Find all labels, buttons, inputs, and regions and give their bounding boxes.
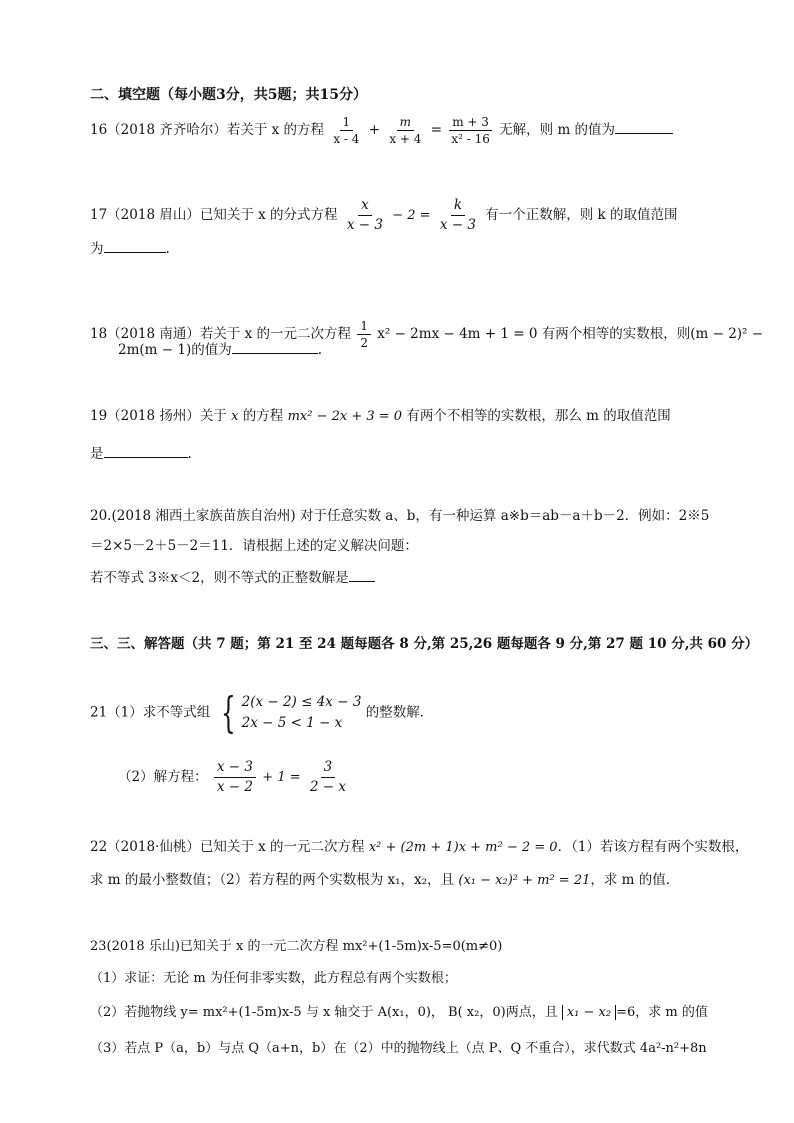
q19-line2: 是 (90, 446, 104, 462)
q19-suffix: 有两个不相等的实数根，那么 m 的取值范围 (406, 408, 671, 424)
q23-line3-b: =6，求 m 的值 (616, 1005, 708, 1020)
q17-suffix: 有一个正数解，则 k 的取值范围 (485, 207, 678, 223)
q19-answer-blank[interactable] (104, 445, 188, 458)
q21-p1-suffix: 的整数解． (365, 704, 434, 721)
q21-plus-one: + 1 = (262, 770, 301, 785)
question-19-line-2 (90, 445, 192, 463)
section-2-header: 二、填空题（每小题3分，共5题；共15分） (90, 87, 367, 103)
q21-fraction-1: $\frac{x - 3}{x - 2}$ (214, 758, 256, 797)
q22-line2-b: ，求 m 的值． (590, 872, 680, 888)
q16-plus: + (368, 122, 381, 138)
q16-suffix: 无解，则 m 的值为 (499, 122, 616, 138)
question-23-line-2: （1）求证：无论 m 为任何非零实数，此方程总有两个实数根； (90, 971, 457, 986)
q20-answer-blank[interactable] (349, 569, 375, 582)
q21-brace: { (220, 688, 236, 737)
q21-inequality-2: 2x − 5 < 1 − x (241, 715, 343, 731)
q16-fraction-1: $\frac{1}{x - 4}$ (333, 115, 360, 146)
question-21-part-2 (118, 758, 351, 797)
question-21-part-1 (90, 688, 434, 737)
question-16 (90, 114, 673, 147)
question-22-line-1 (90, 838, 748, 857)
question-22-line-2 (90, 871, 679, 890)
q17-fraction-2: $\frac{k}{x - 3}$ (439, 197, 476, 233)
q16-prefix: 16（2018 齐齐哈尔）若关于 x 的方程 (90, 122, 325, 138)
q16-fraction-3: $\frac{m + 3}{\text{x² - 16}}$ (448, 114, 493, 147)
q23-line3-a: （2）若抛物线 y= mx²+(1-5m)x-5 与 x 轴交于 A(x₁，0)， B( x₂，0)两点，且 (90, 1005, 558, 1020)
q22-prefix: 22（2018·仙桃）已知关于 x 的一元二次方程 (90, 839, 365, 855)
q18-fraction: $\frac{1}{2}$ (357, 318, 371, 351)
question-20-line-1: 20.(2018 湘西土家族苗族自治州) 对于任意实数 a、b，有一种运算 a※b＝ab－a＋b－2．例如：2※5 (90, 508, 710, 524)
q20-line3: 若不等式 3※x＜2，则不等式的正整数解是 (90, 570, 349, 586)
q17-answer-blank[interactable] (104, 240, 166, 253)
q18-answer-blank[interactable] (232, 341, 318, 354)
q19-prefix: 19（2018 扬州）关于 (90, 408, 227, 424)
question-23-line-3 (90, 1004, 708, 1022)
q21-inequality-1: 2(x − 2) ≤ 4x − 3 (241, 694, 362, 710)
q22-condition: (x₁ − x₂)² + m² = 21 (458, 873, 591, 888)
q18-prefix: 18（2018 南通）若关于 x 的一元二次方程 (90, 326, 352, 342)
q16-answer-blank[interactable] (615, 121, 673, 134)
question-20-line-2: ＝2×5－2＋5－2＝11．请根据上述的定义解决问题： (90, 538, 418, 554)
q19-equation: mx² − 2x + 3 = 0 (287, 409, 403, 424)
q18-line2: 2m(m − 1)的值为 (118, 342, 232, 358)
q22-suffix: ．（1）若该方程有两个实数根， (557, 839, 749, 855)
q21-fraction-2: $\frac{3}{2 - x}$ (309, 759, 347, 795)
q17-middle: − 2 = (392, 208, 431, 223)
q21-p1-prefix: 21（1）求不等式组 (90, 704, 211, 721)
q21-inequality-system (242, 692, 362, 734)
question-18-line-2 (118, 341, 322, 359)
q18-period: . (317, 342, 323, 358)
q22-equation: x² + (2m + 1)x + m² − 2 = 0 (368, 840, 558, 855)
question-17 (90, 196, 678, 235)
q19-period: . (187, 446, 192, 462)
q16-fraction-2: $\frac{m}{x + 4}$ (389, 115, 422, 146)
question-17-line-2 (90, 240, 170, 258)
q19-mid: 的方程 (242, 408, 284, 424)
q17-fraction-1: $\frac{x}{x - 3}$ (346, 197, 383, 233)
question-23-line-1: 23(2018 乐山)已知关于 x 的一元二次方程 mx²+(1-5m)x-5=0(m≠0) (90, 939, 503, 954)
q21-p2-prefix: （2）解方程： (118, 769, 208, 785)
question-20-line-3 (90, 569, 375, 587)
question-23-line-4: （3）若点 P（a，b）与点 Q（a+n，b）在（2）中的抛物线上（点 P、Q 不重合），求代数式 4a²-n²+8n (90, 1041, 707, 1056)
q17-line2: 为 (90, 241, 104, 257)
q22-line2-a: 求 m 的最小整数值；（2）若方程的两个实数根为 x₁，x₂，且 (90, 872, 455, 888)
q17-prefix: 17（2018 眉山）已知关于 x 的分式方程 (90, 207, 338, 223)
q23-absolute-value: x₁ − x₂ (562, 1005, 616, 1020)
question-19 (90, 407, 671, 426)
q19-variable: x (231, 409, 239, 424)
q17-period: . (165, 241, 170, 257)
q18-body: x² − 2mx − 4m + 1 = 0 有两个相等的实数根，则(m − 2)² − (377, 326, 764, 342)
q16-equals: = (430, 122, 443, 138)
section-3-header: 三、三、解答题（共 7 题；第 21 至 24 题每题各 8 分,第 25,26 题每题各 9 分,第 27 题 10 分,共 60 分） (90, 636, 759, 652)
